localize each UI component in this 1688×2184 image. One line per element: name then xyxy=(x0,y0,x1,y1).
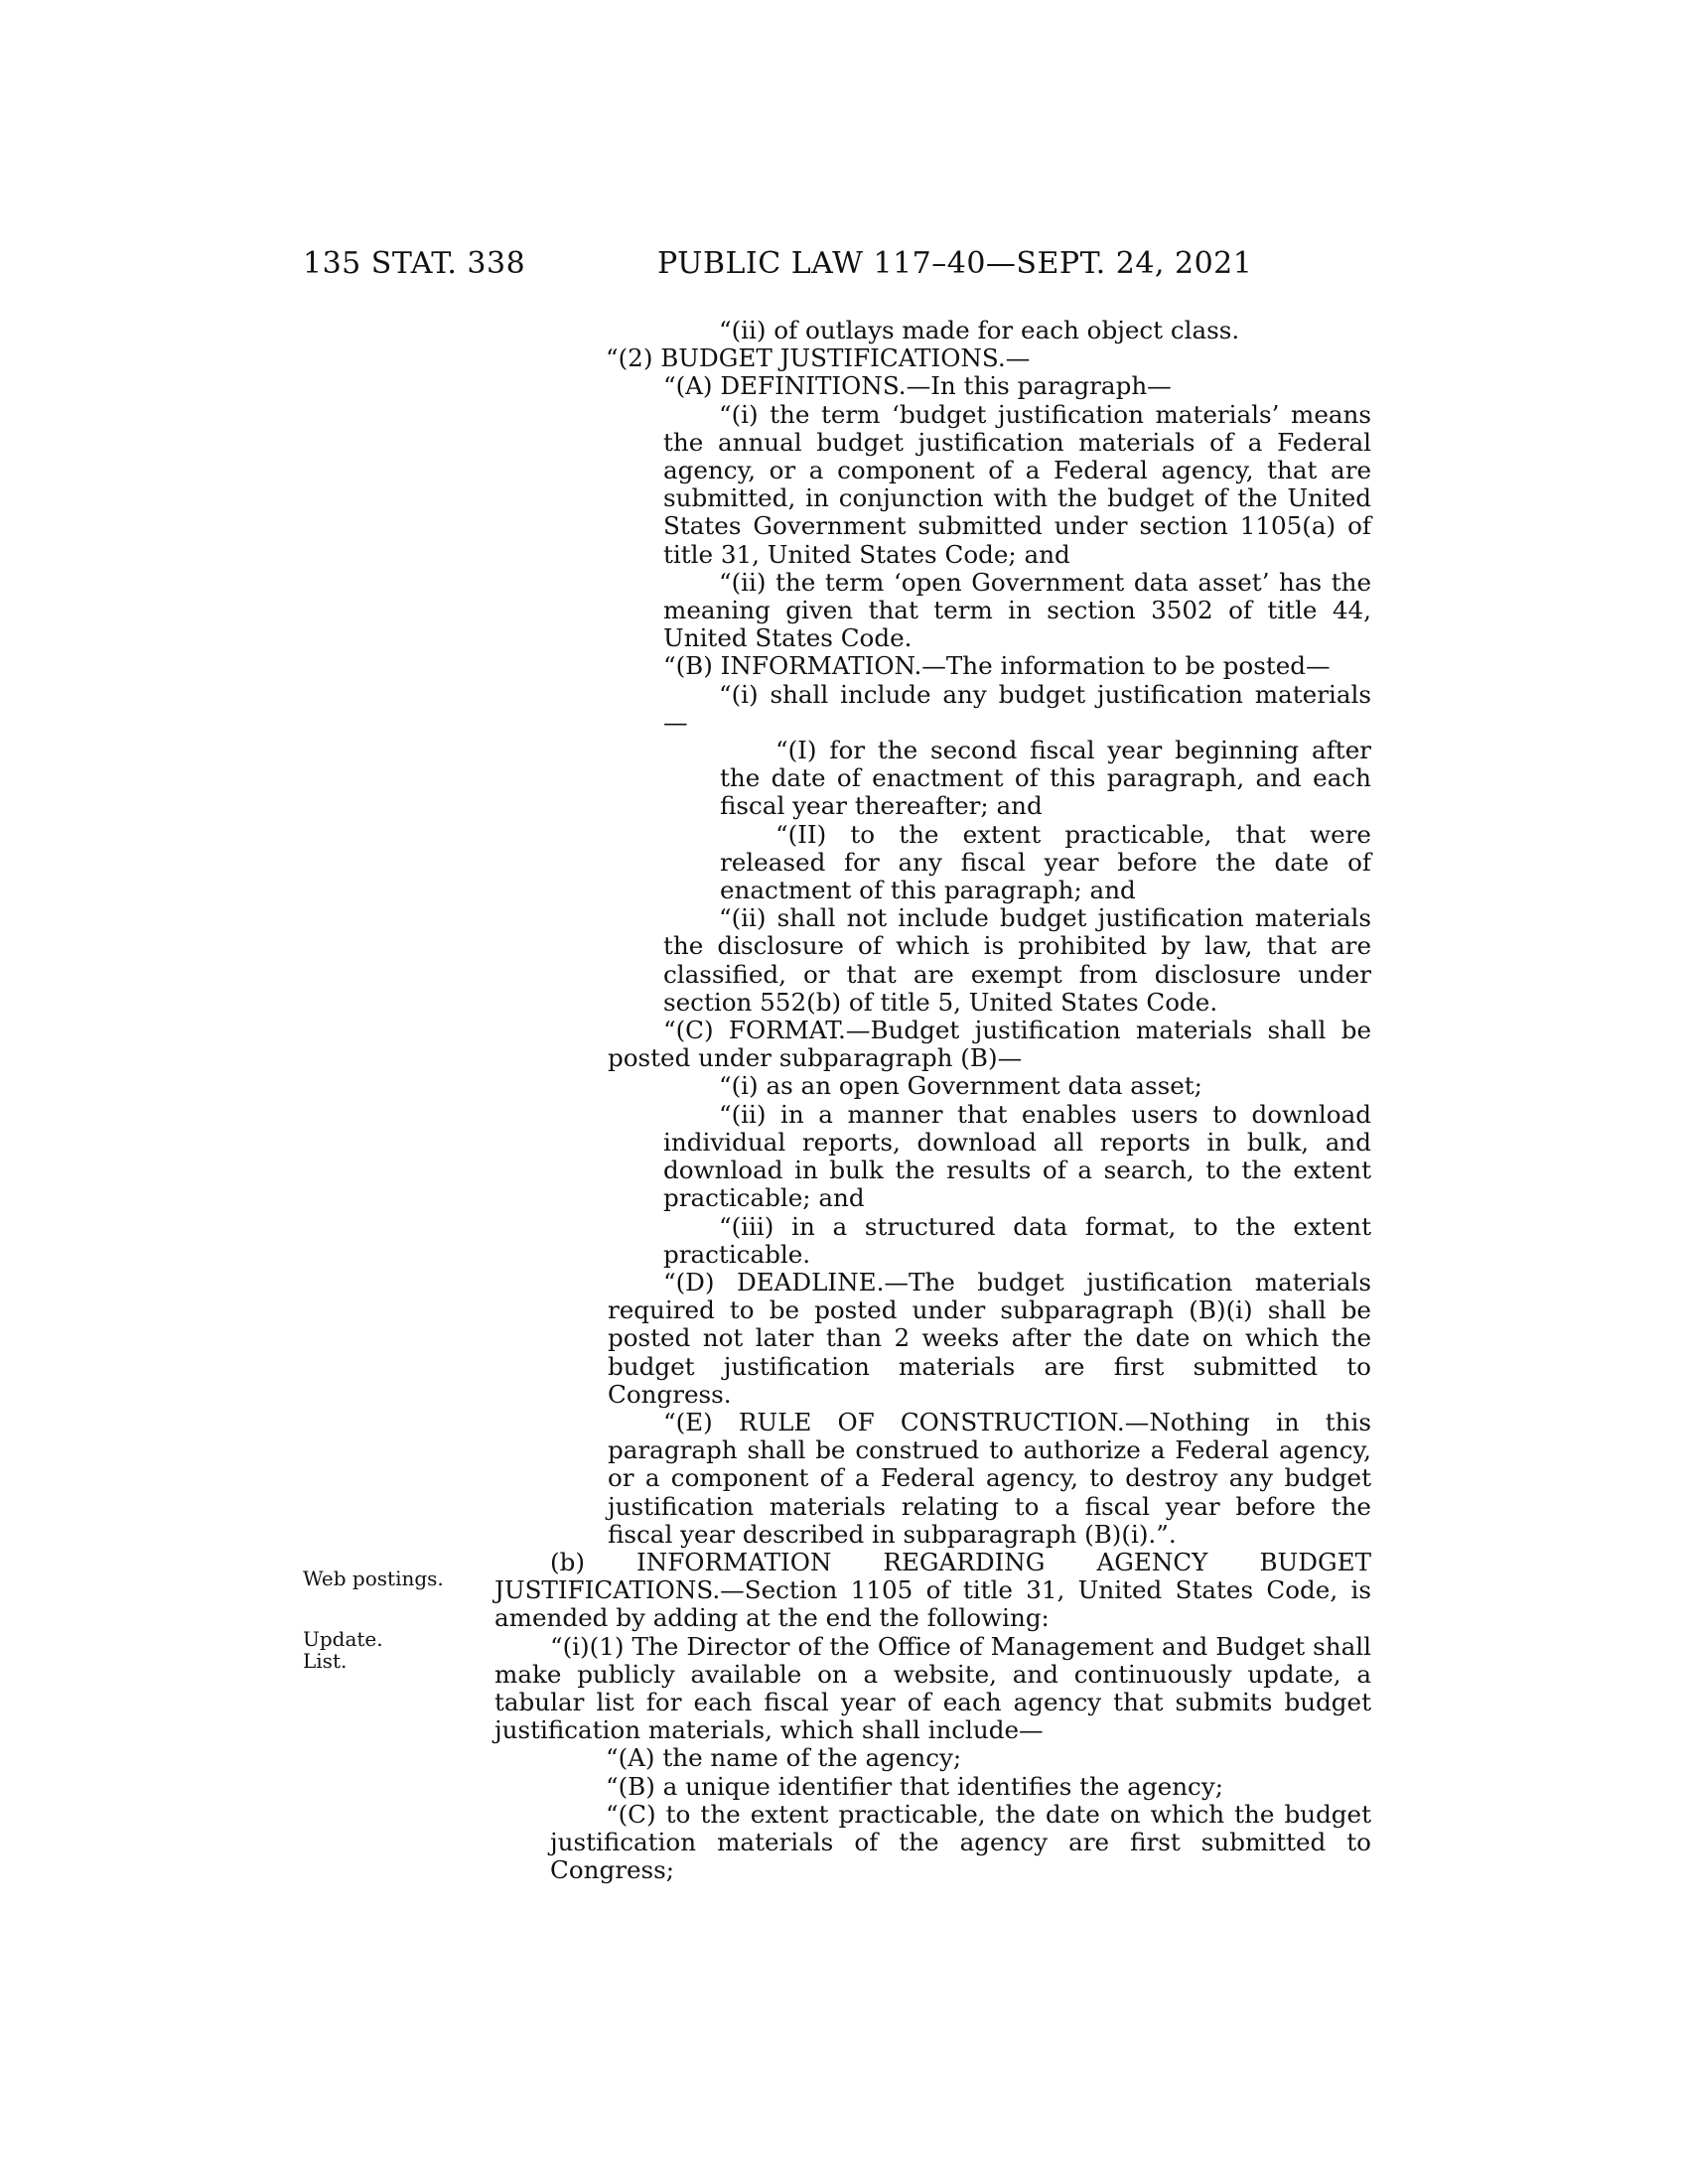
margin-note-update-list: Update. List. xyxy=(303,1627,383,1673)
paragraph: “(C) to the extent practicable, the date on which the budget justification materials of the agency are first submitted to Congress; xyxy=(550,1799,1371,1885)
paragraph: “(i)(1) The Director of the Office of Management and Budget shall make publicly available on a website, and continuously update, a tabular list for each fiscal year of each agency that submits budget justification materials, which shall include— xyxy=(494,1631,1371,1745)
margin-note-web-postings: Web postings. xyxy=(303,1567,444,1590)
statute-text xyxy=(494,317,1371,1884)
paragraph: “(iii) in a structured data format, to the extent practicable. xyxy=(663,1211,1371,1269)
paragraph: “(i) as an open Government data asset; xyxy=(719,1071,1202,1101)
paragraph: “(C) FORMAT.—Budget justification materials shall be posted under subparagraph (B)— xyxy=(608,1016,1371,1073)
paragraph: “(ii) shall not include budget justification materials the disclosure of which is prohibited by law, that are classified, or that are exempt from disclosure under section 552(b) of title 5, United States Code. xyxy=(663,903,1371,1017)
paragraph: “(ii) of outlays made for each object class. xyxy=(719,316,1240,344)
paragraph: “(B) a unique identifier that identifies the agency; xyxy=(606,1771,1224,1801)
paragraph: “(D) DEADLINE.—The budget justification materials required to be posted under subparagraph (B)(i) shall be posted not later than 2 weeks after the date on which the budget justification materials are first submitted to Congress. xyxy=(608,1267,1371,1409)
paragraph: “(E) RULE OF CONSTRUCTION.—Nothing in this paragraph shall be construed to authorize a Federal agency, or a component of a Federal agency, to destroy any budget justification materials relating to a fiscal year before the fiscal year described in subparagraph (B)(i).”. xyxy=(608,1407,1371,1549)
paragraph: “(i) the term ‘budget justification materials’ means the annual budget justification materials of a Federal agency, or a component of a Federal agency, that are submitted, in conjunction with the budget of the United States Government submitted under section 1105(a) of title 31, United States Code; and xyxy=(663,399,1371,569)
stat-citation: 135 STAT. 338 xyxy=(303,246,526,281)
paragraph: (b) INFORMATION REGARDING AGENCY BUDGET JUSTIFICATIONS.—Section 1105 of title 31, United States Code, is amended by adding at the end the following: xyxy=(494,1547,1371,1633)
paragraph: “(I) for the second fiscal year beginning after the date of enactment of this paragraph, and each fiscal year thereafter; and xyxy=(720,736,1371,821)
paragraph: “(2) BUDGET JUSTIFICATIONS.— xyxy=(606,343,1031,373)
law-title: PUBLIC LAW 117–40—SEPT. 24, 2021 xyxy=(657,246,1253,281)
paragraph: “(ii) the term ‘open Government data asset’ has the meaning given that term in section 3502 of title 44, United States Code. xyxy=(663,567,1371,653)
paragraph: “(i) shall include any budget justification materials— xyxy=(663,679,1371,737)
paragraph: “(ii) in a manner that enables users to download individual reports, download all reports in bulk, and download in bulk the results of a search, to the extent practicable; and xyxy=(663,1099,1371,1213)
paragraph: “(A) DEFINITIONS.—In this paragraph— xyxy=(663,371,1172,401)
paragraph: “(B) INFORMATION.—The information to be posted— xyxy=(663,651,1331,681)
paragraph: “(A) the name of the agency; xyxy=(606,1743,962,1773)
paragraph: “(II) to the extent practicable, that were released for any fiscal year before the date of enactment of this paragraph; and xyxy=(720,819,1371,905)
page-header xyxy=(0,246,1688,286)
